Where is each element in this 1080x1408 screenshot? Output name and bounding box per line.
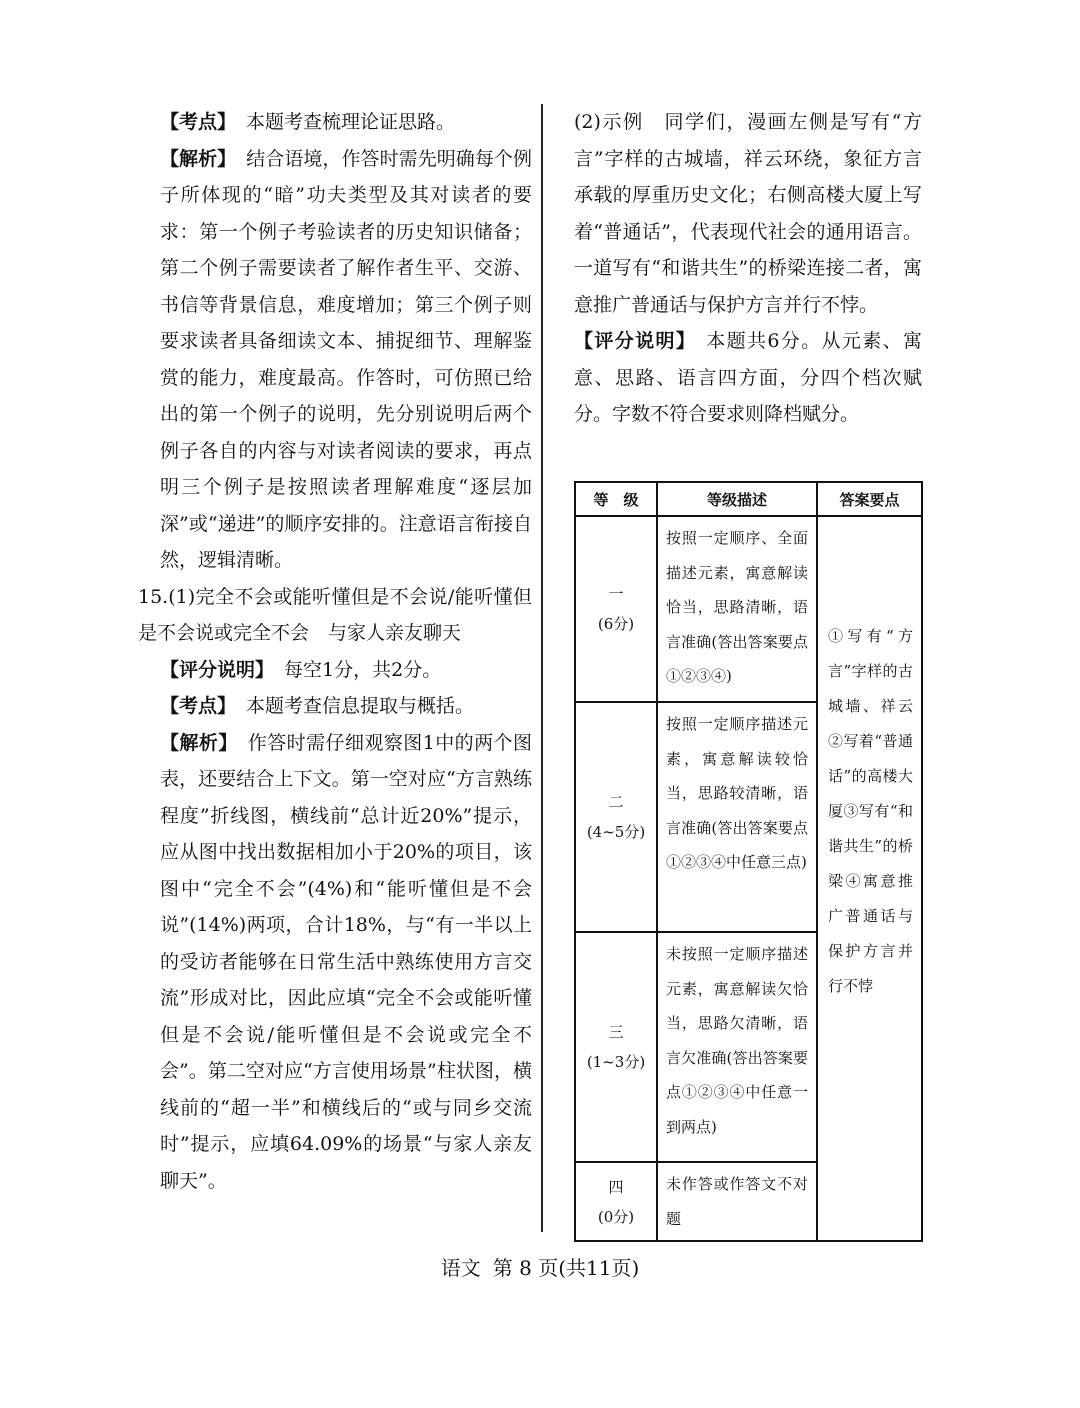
kaodian-tag: 【考点】 xyxy=(160,111,237,133)
jiexi-text: 作答时需仔细观察图1中的两个图表，还要结合上下文。第一空对应“方言熟练程度”折线图，横线前“总计近20%”提示，应从图中找出数据相加小于20%的项目，该图中“完全不会”(4%)和“能听懂但是不会说”(14%)两项，合计18%，与“有一半以上的受访者能够在日常生活中熟练使用方言交流”形成对比，因此应填“完全不会或能听懂但是不会说/能听懂但是不会说或完全不会”。第二空对应“方言使用场景”柱状图，横线前的“超一半”和横线后的“或与同乡交流时”提示，应填64.09%的场景“与家人亲友聊天”。 xyxy=(160,731,532,1192)
level-score: (4~5分) xyxy=(586,823,646,841)
kaodian-block-1 xyxy=(160,104,532,141)
level-cell xyxy=(575,516,657,702)
level-cell xyxy=(575,932,657,1162)
description-cell: 按照一定顺序描述元素，寓意解读较恰当，思路较清晰，语言准确(答出答案要点①②③④中任意三点) xyxy=(657,702,817,932)
header-level: 等 级 xyxy=(575,482,657,516)
column-divider xyxy=(541,104,543,1232)
footer-page-number: 第 8 页(共11页) xyxy=(492,1256,640,1280)
description-cell: 按照一定顺序、全面描述元素，寓意解读恰当，思路清晰，语言准确(答出答案要点①②③④) xyxy=(657,516,817,702)
pingfen-text: 本题共6分。从元素、寓意、思路、语言四方面，分四个档次赋分。字数不符合要求则降档赋分。 xyxy=(574,330,922,425)
page-footer xyxy=(0,1252,1080,1281)
pingfen-text: 每空1分，共2分。 xyxy=(284,658,442,681)
level-cell xyxy=(575,702,657,932)
level-name: 三 xyxy=(608,1023,624,1041)
level-name: 一 xyxy=(608,585,624,603)
question-15-part-1 xyxy=(138,579,532,652)
question-number: 15. xyxy=(138,585,169,608)
jiexi-tag: 【解析】 xyxy=(160,731,238,754)
pingfen-tag: 【评分说明】 xyxy=(160,658,275,681)
level-name: 二 xyxy=(608,793,624,811)
description-cell: 未作答或作答文不对题 xyxy=(657,1162,817,1241)
level-cell xyxy=(575,1162,657,1241)
right-column xyxy=(574,104,922,433)
answer-points-cell xyxy=(817,516,922,1241)
kaodian-block-2 xyxy=(160,688,532,725)
level-score: (1~3分) xyxy=(586,1053,646,1071)
pingfen-block-2 xyxy=(574,323,922,433)
jiexi-text: 结合语境，作答时需先明确每个例子所体现的“暗”功夫类型及其对读者的要求：第一个例子考验读者的历史知识储备；第二个例子需要读者了解作者生平、交游、书信等背景信息，难度增加；第三个例子则要求读者具备细读文本、捕捉细节、理解鉴赏的能力，难度最高。作答时，可仿照已给出的第一个例子的说明，先分别说明后两个例子各自的内容与对读者阅读的要求，再点明三个例子是按照读者理解难度“逐层加深”或“递进”的顺序安排的。注意语言衔接自然，逻辑清晰。 xyxy=(160,147,532,571)
footer-subject: 语文 xyxy=(440,1256,481,1280)
level-score: (0分) xyxy=(597,1207,635,1226)
level-name: 四 xyxy=(608,1177,624,1196)
grading-table xyxy=(574,481,923,1242)
kaodian-tag: 【考点】 xyxy=(160,695,237,717)
answer-points-text: ①写有“方言”字样的古城墙、祥云②写着“普通话”的高楼大厦③写有“和谐共生”的桥梁④寓意推广普通话与保护方言并行不悖 xyxy=(828,627,913,995)
jiexi-block-1 xyxy=(160,141,532,579)
kaodian-text: 本题考查信息提取与概括。 xyxy=(246,695,475,717)
question-15-answer: (1)完全不会或能听懂但是不会说/能听懂但是不会说或完全不会 与家人亲友聊天 xyxy=(138,585,532,644)
jiexi-tag: 【解析】 xyxy=(160,147,237,170)
description-cell: 未按照一定顺序描述元素，寓意解读欠恰当，思路欠清晰，语言欠准确(答出答案要点①②③④中任意一到两点) xyxy=(657,932,817,1162)
left-column xyxy=(138,104,532,1199)
question-15-part-2: (2)示例 同学们，漫画左侧是写有“方言”字样的古城墙，祥云环绕，象征方言承载的厚重历史文化；右侧高楼大厦上写着“普通话”，代表现代社会的通用语言。一道写有“和谐共生”的桥梁连接二者，寓意推广普通话与保护方言并行不悖。 xyxy=(574,111,922,316)
level-score: (6分) xyxy=(597,615,635,633)
pingfen-block-1 xyxy=(160,652,532,689)
header-points: 答案要点 xyxy=(817,482,922,516)
table-row xyxy=(575,516,922,702)
kaodian-text: 本题考查梳理论证思路。 xyxy=(246,111,456,133)
grading-table-header xyxy=(575,482,922,516)
pingfen-tag: 【评分说明】 xyxy=(574,330,697,352)
jiexi-block-2 xyxy=(160,725,532,1200)
header-description: 等级描述 xyxy=(657,482,817,516)
